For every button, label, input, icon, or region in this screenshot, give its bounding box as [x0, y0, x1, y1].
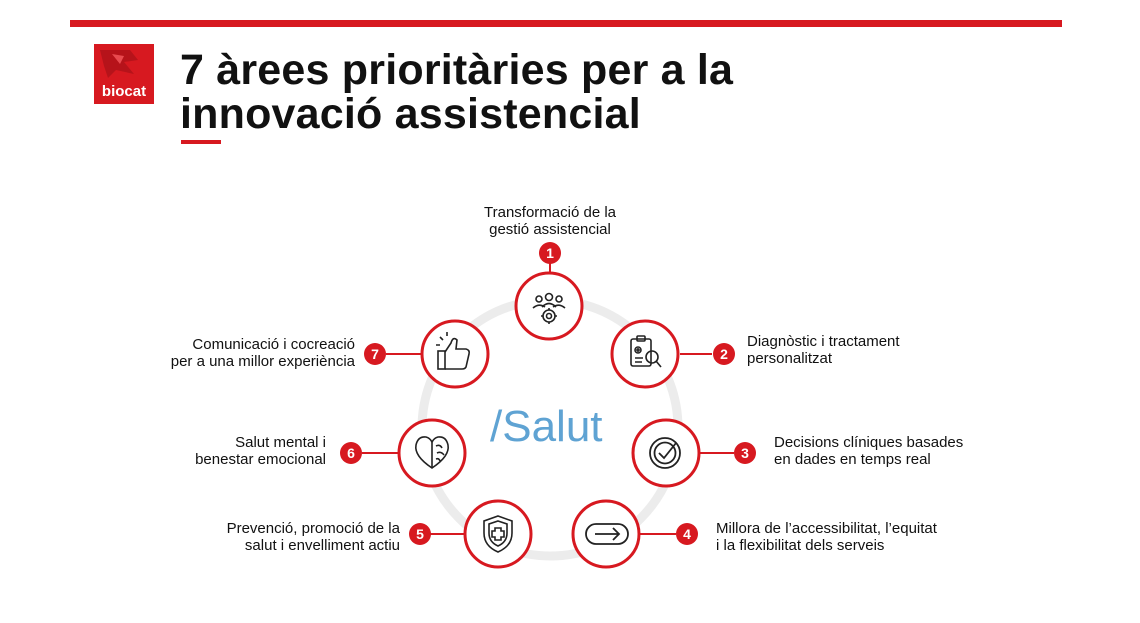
area-4-line-1: Millora de l’accessibilitat, l’equitat [716, 520, 937, 537]
badge-number-5: 5 [416, 526, 424, 542]
area-3-line-2: en dades en temps real [774, 451, 931, 468]
area-label-7 [100, 336, 355, 370]
area-label-2 [747, 333, 1007, 367]
node-5 [465, 501, 531, 567]
badge-number-7: 7 [371, 346, 379, 362]
area-5-line-1: Prevenció, promoció de la [226, 520, 400, 537]
area-7-line-2: per a una millor experiència [170, 353, 355, 370]
node-7 [422, 321, 488, 387]
area-4-line-2: i la flexibilitat dels serveis [716, 537, 885, 554]
node-4 [573, 501, 639, 567]
area-7-line-1: Comunicació i cocreació [192, 336, 355, 353]
badge-number-6: 6 [347, 445, 355, 461]
area-2-line-2: personalitzat [747, 350, 833, 367]
title-line-2: innovació assistencial [180, 90, 641, 138]
area-label-5 [140, 520, 400, 554]
area-label-1 [450, 204, 650, 238]
node-6 [399, 420, 465, 486]
area-5-line-2: salut i envelliment actiu [244, 537, 400, 554]
center-label: /Salut [490, 402, 603, 451]
area-2-line-1: Diagnòstic i tractament [747, 333, 900, 350]
area-1-line-2: gestió assistencial [489, 221, 611, 238]
logo-text: biocat [101, 83, 147, 100]
title-line-1: 7 àrees prioritàries per a la [180, 46, 734, 94]
area-label-3 [774, 434, 1034, 468]
area-label-4 [716, 520, 1016, 554]
node-1 [516, 273, 582, 339]
area-6-line-2: benestar emocional [195, 451, 326, 468]
badge-number-4: 4 [683, 526, 691, 542]
badge-number-1: 1 [546, 245, 554, 261]
node-3 [633, 420, 699, 486]
area-3-line-1: Decisions clíniques basades [774, 434, 964, 451]
node-2 [612, 321, 678, 387]
badge-number-3: 3 [741, 445, 749, 461]
area-6-line-1: Salut mental i [235, 434, 326, 451]
area-1-line-1: Transformació de la [484, 204, 616, 221]
area-label-6 [100, 434, 326, 468]
badge-number-2: 2 [720, 346, 728, 362]
